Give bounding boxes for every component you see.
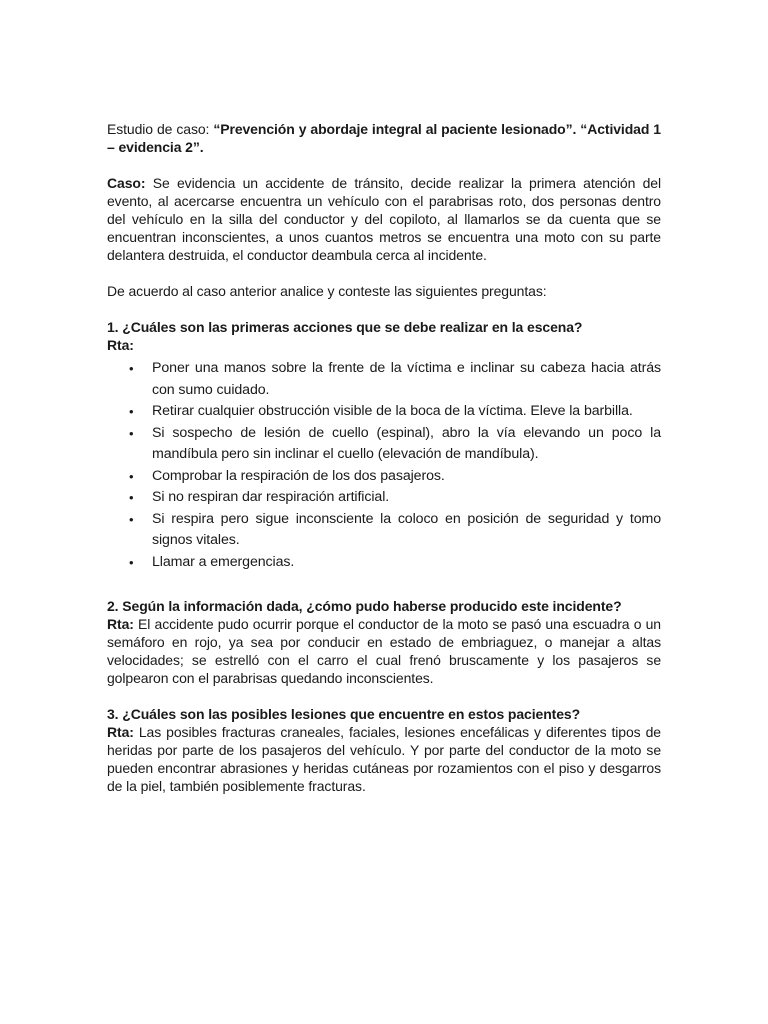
question-2-answer (107, 615, 661, 687)
spacer (107, 264, 661, 282)
heading-title: “Prevención y abordaje integral al paciente lesionado”. “Actividad 1 – evidencia 2”. (107, 121, 661, 155)
actions-list (107, 358, 661, 573)
list-item-text: Si respira pero sigue inconsciente la coloco en posición de seguridad y tomo signos vitales. (152, 510, 661, 548)
question-2-rta-label: Rta: (107, 616, 134, 632)
question-3-rta-label: Rta: (107, 724, 134, 740)
list-item (107, 487, 661, 509)
case-label: Caso: (107, 175, 146, 191)
list-item-text: Retirar cualquier obstrucción visible de la boca de la víctima. Eleve la barbilla. (152, 403, 633, 419)
list-item (107, 423, 661, 466)
case-paragraph (107, 174, 661, 264)
list-item (107, 466, 661, 488)
question-3 (107, 705, 661, 795)
document-body (107, 120, 661, 795)
list-item-text: Poner una manos sobre la frente de la víctima e inclinar su cabeza hacia atrás con sumo cuidado. (152, 360, 661, 398)
spacer (107, 156, 661, 174)
question-1-rta-label: Rta: (107, 337, 134, 353)
spacer (107, 300, 661, 318)
spacer (107, 687, 661, 705)
question-2-title: 2. Según la información dada, ¿cómo pudo haberse producido este incidente? (107, 598, 622, 614)
list-item (107, 509, 661, 552)
list-item-text: Llamar a emergencias. (152, 553, 295, 570)
list-item (107, 401, 661, 423)
case-text: Se evidencia un accidente de tránsito, decide realizar la primera atención del evento, al acercarse encuentra un vehículo con el parabrisas roto, dos personas dentro del vehículo en la silla del conductor y del copiloto, al llamarlos se da cuenta que se encuentran inconscientes, a unos cuantos metros se encuentra una moto con su parte delantera destruida, el conductor deambula cerca al incidente. (107, 175, 661, 263)
case-study-heading (107, 120, 661, 156)
question-3-answer (107, 723, 661, 795)
question-2 (107, 597, 661, 687)
spacer (107, 573, 661, 597)
list-item-text: Comprobar la respiración de los dos pasajeros. (152, 467, 445, 484)
question-2-answer-text: El accidente pudo ocurrir porque el conductor de la moto se pasó una escuadra o un semáforo en rojo, ya sea por conducir en estado de embriaguez, o manejar a altas velocidades; se estrelló con el carro el cual frenó bruscamente y los pasajeros se golpearon con el parabrisas quedando inconscientes. (107, 616, 661, 686)
heading-intro: Estudio de caso: (107, 121, 214, 137)
list-item (107, 552, 661, 574)
bullet-icon: • (129, 425, 134, 441)
question-3-title: 3. ¿Cuáles son las posibles lesiones que encuentre en estos pacientes? (107, 706, 581, 722)
bullet-icon: • (129, 404, 134, 419)
question-3-answer-text: Las posibles fracturas craneales, faciales, lesiones encefálicas y diferentes tipos de heridas por parte de los pasajeros del vehículo. Y por parte del conductor de la moto se pueden encontrar abrasiones y heridas cutáneas por rozamientos con el piso y desgarros de la piel, también posiblemente fracturas. (107, 724, 661, 794)
bullet-icon: • (129, 361, 134, 376)
question-1 (107, 318, 661, 573)
bullet-icon: • (129, 468, 134, 484)
bullet-icon: • (129, 490, 134, 505)
list-item (107, 358, 661, 401)
instruction-text: De acuerdo al caso anterior analice y conteste las siguientes preguntas: (107, 283, 547, 299)
bullet-icon: • (129, 511, 134, 527)
list-item-text: Si no respiran dar respiración artificial. (152, 489, 390, 505)
question-1-title: 1. ¿Cuáles son las primeras acciones que se debe realizar en la escena? (107, 319, 583, 335)
list-item-text: Si sospecho de lesión de cuello (espinal), abro la vía elevando un poco la mandíbula pero sin inclinar el cuello (elevación de mandíbula). (152, 424, 661, 462)
bullet-icon: • (129, 554, 134, 570)
